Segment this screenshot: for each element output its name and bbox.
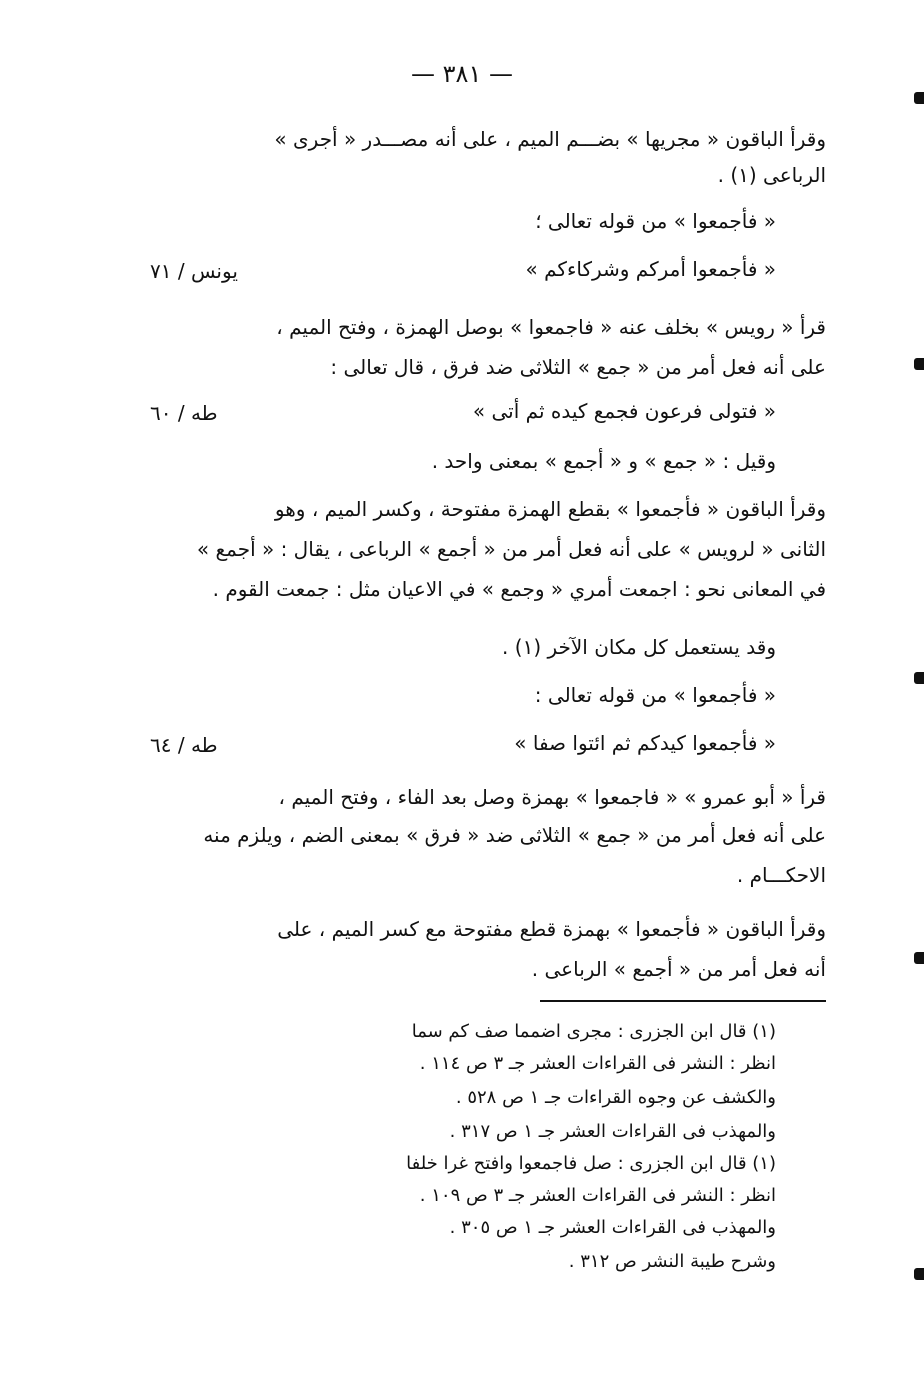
- scan-edge-mark: [914, 92, 924, 104]
- page-number: — ٣٨١ —: [411, 60, 513, 88]
- scan-edge-mark: [914, 358, 924, 370]
- verse-reference: طه / ٦٤: [150, 733, 218, 757]
- footnote-line: انظر : النشر فى القراءات العشر جـ ٣ ص ١١٤ .: [419, 1053, 776, 1074]
- body-line: وقيل : « جمع » و « أجمع » بمعنى واحد .: [431, 449, 776, 473]
- body-line: الرباعى (١) .: [717, 163, 826, 187]
- quran-intro-line: « فأجمعوا » من قوله تعالى :: [534, 683, 776, 707]
- footnote-line: والكشف عن وجوه القراءات جـ ١ ص ٥٢٨ .: [455, 1087, 776, 1108]
- quran-intro-line: « فأجمعوا » من قوله تعالى ؛: [535, 209, 776, 233]
- body-line: وقرأ الباقون « فأجمعوا » بهمزة قطع مفتوحة مع كسر الميم ، على: [277, 917, 826, 941]
- footnote-separator: [540, 1000, 826, 1002]
- body-line: الثانى « لرويس » على أنه فعل أمر من « أجمع » الرباعى ، يقال : « أجمع »: [196, 537, 826, 561]
- body-line: وقرأ الباقون « فأجمعوا » بقطع الهمزة مفتوحة ، وكسر الميم ، وهو: [274, 497, 826, 521]
- body-line: الاحكـــام .: [736, 863, 826, 887]
- verse-reference: يونس / ٧١: [150, 259, 238, 283]
- scan-edge-mark: [914, 1268, 924, 1280]
- body-line: قرأ « رويس » بخلف عنه « فاجمعوا » بوصل الهمزة ، وفتح الميم ،: [276, 315, 826, 339]
- scan-edge-mark: [914, 672, 924, 684]
- body-line: على أنه فعل أمر من « جمع » الثلاثى ضد فرق ، قال تعالى :: [330, 355, 826, 379]
- quran-verse-line: « فتولى فرعون فجمع كيده ثم أتى »: [472, 399, 776, 423]
- footnote-line: والمهذب فى القراءات العشر جـ ١ ص ٣١٧ .: [449, 1121, 776, 1142]
- footnote-line: وشرح طيبة النشر ص ٣١٢ .: [568, 1251, 776, 1272]
- body-line: على أنه فعل أمر من « جمع » الثلاثى ضد « فرق » بمعنى الضم ، ويلزم منه: [203, 823, 826, 847]
- footnote-line: والمهذب فى القراءات العشر جـ ١ ص ٣٠٥ .: [449, 1217, 776, 1238]
- body-line: في المعانى نحو : اجمعت أمري « وجمع » في الاعيان مثل : جمعت القوم .: [212, 577, 826, 601]
- body-line: قرأ « أبو عمرو » « فاجمعوا » بهمزة وصل بعد الفاء ، وفتح الميم ،: [278, 785, 826, 809]
- footnote-line: (١) قال ابن الجزرى : صل فاجمعوا وافتح غرا خلفا: [406, 1153, 776, 1174]
- footnote-line: (١) قال ابن الجزرى : مجرى اضمما صف كم سما: [411, 1021, 776, 1042]
- body-line: وقد يستعمل كل مكان الآخر (١) .: [502, 635, 776, 659]
- footnote-line: انظر : النشر فى القراءات العشر جـ ٣ ص ١٠٩ .: [419, 1185, 776, 1206]
- verse-reference: طه / ٦٠: [150, 401, 218, 425]
- quran-verse-line: « فأجمعوا كيدكم ثم ائتوا صفا »: [514, 731, 776, 755]
- quran-verse-line: « فأجمعوا أمركم وشركاءكم »: [525, 257, 776, 281]
- scan-edge-mark: [914, 952, 924, 964]
- body-line: أنه فعل أمر من « أجمع » الرباعى .: [531, 957, 826, 981]
- body-line: وقرأ الباقون « مجريها » بضـــم الميم ، على أنه مصـــدر « أجرى »: [274, 127, 826, 151]
